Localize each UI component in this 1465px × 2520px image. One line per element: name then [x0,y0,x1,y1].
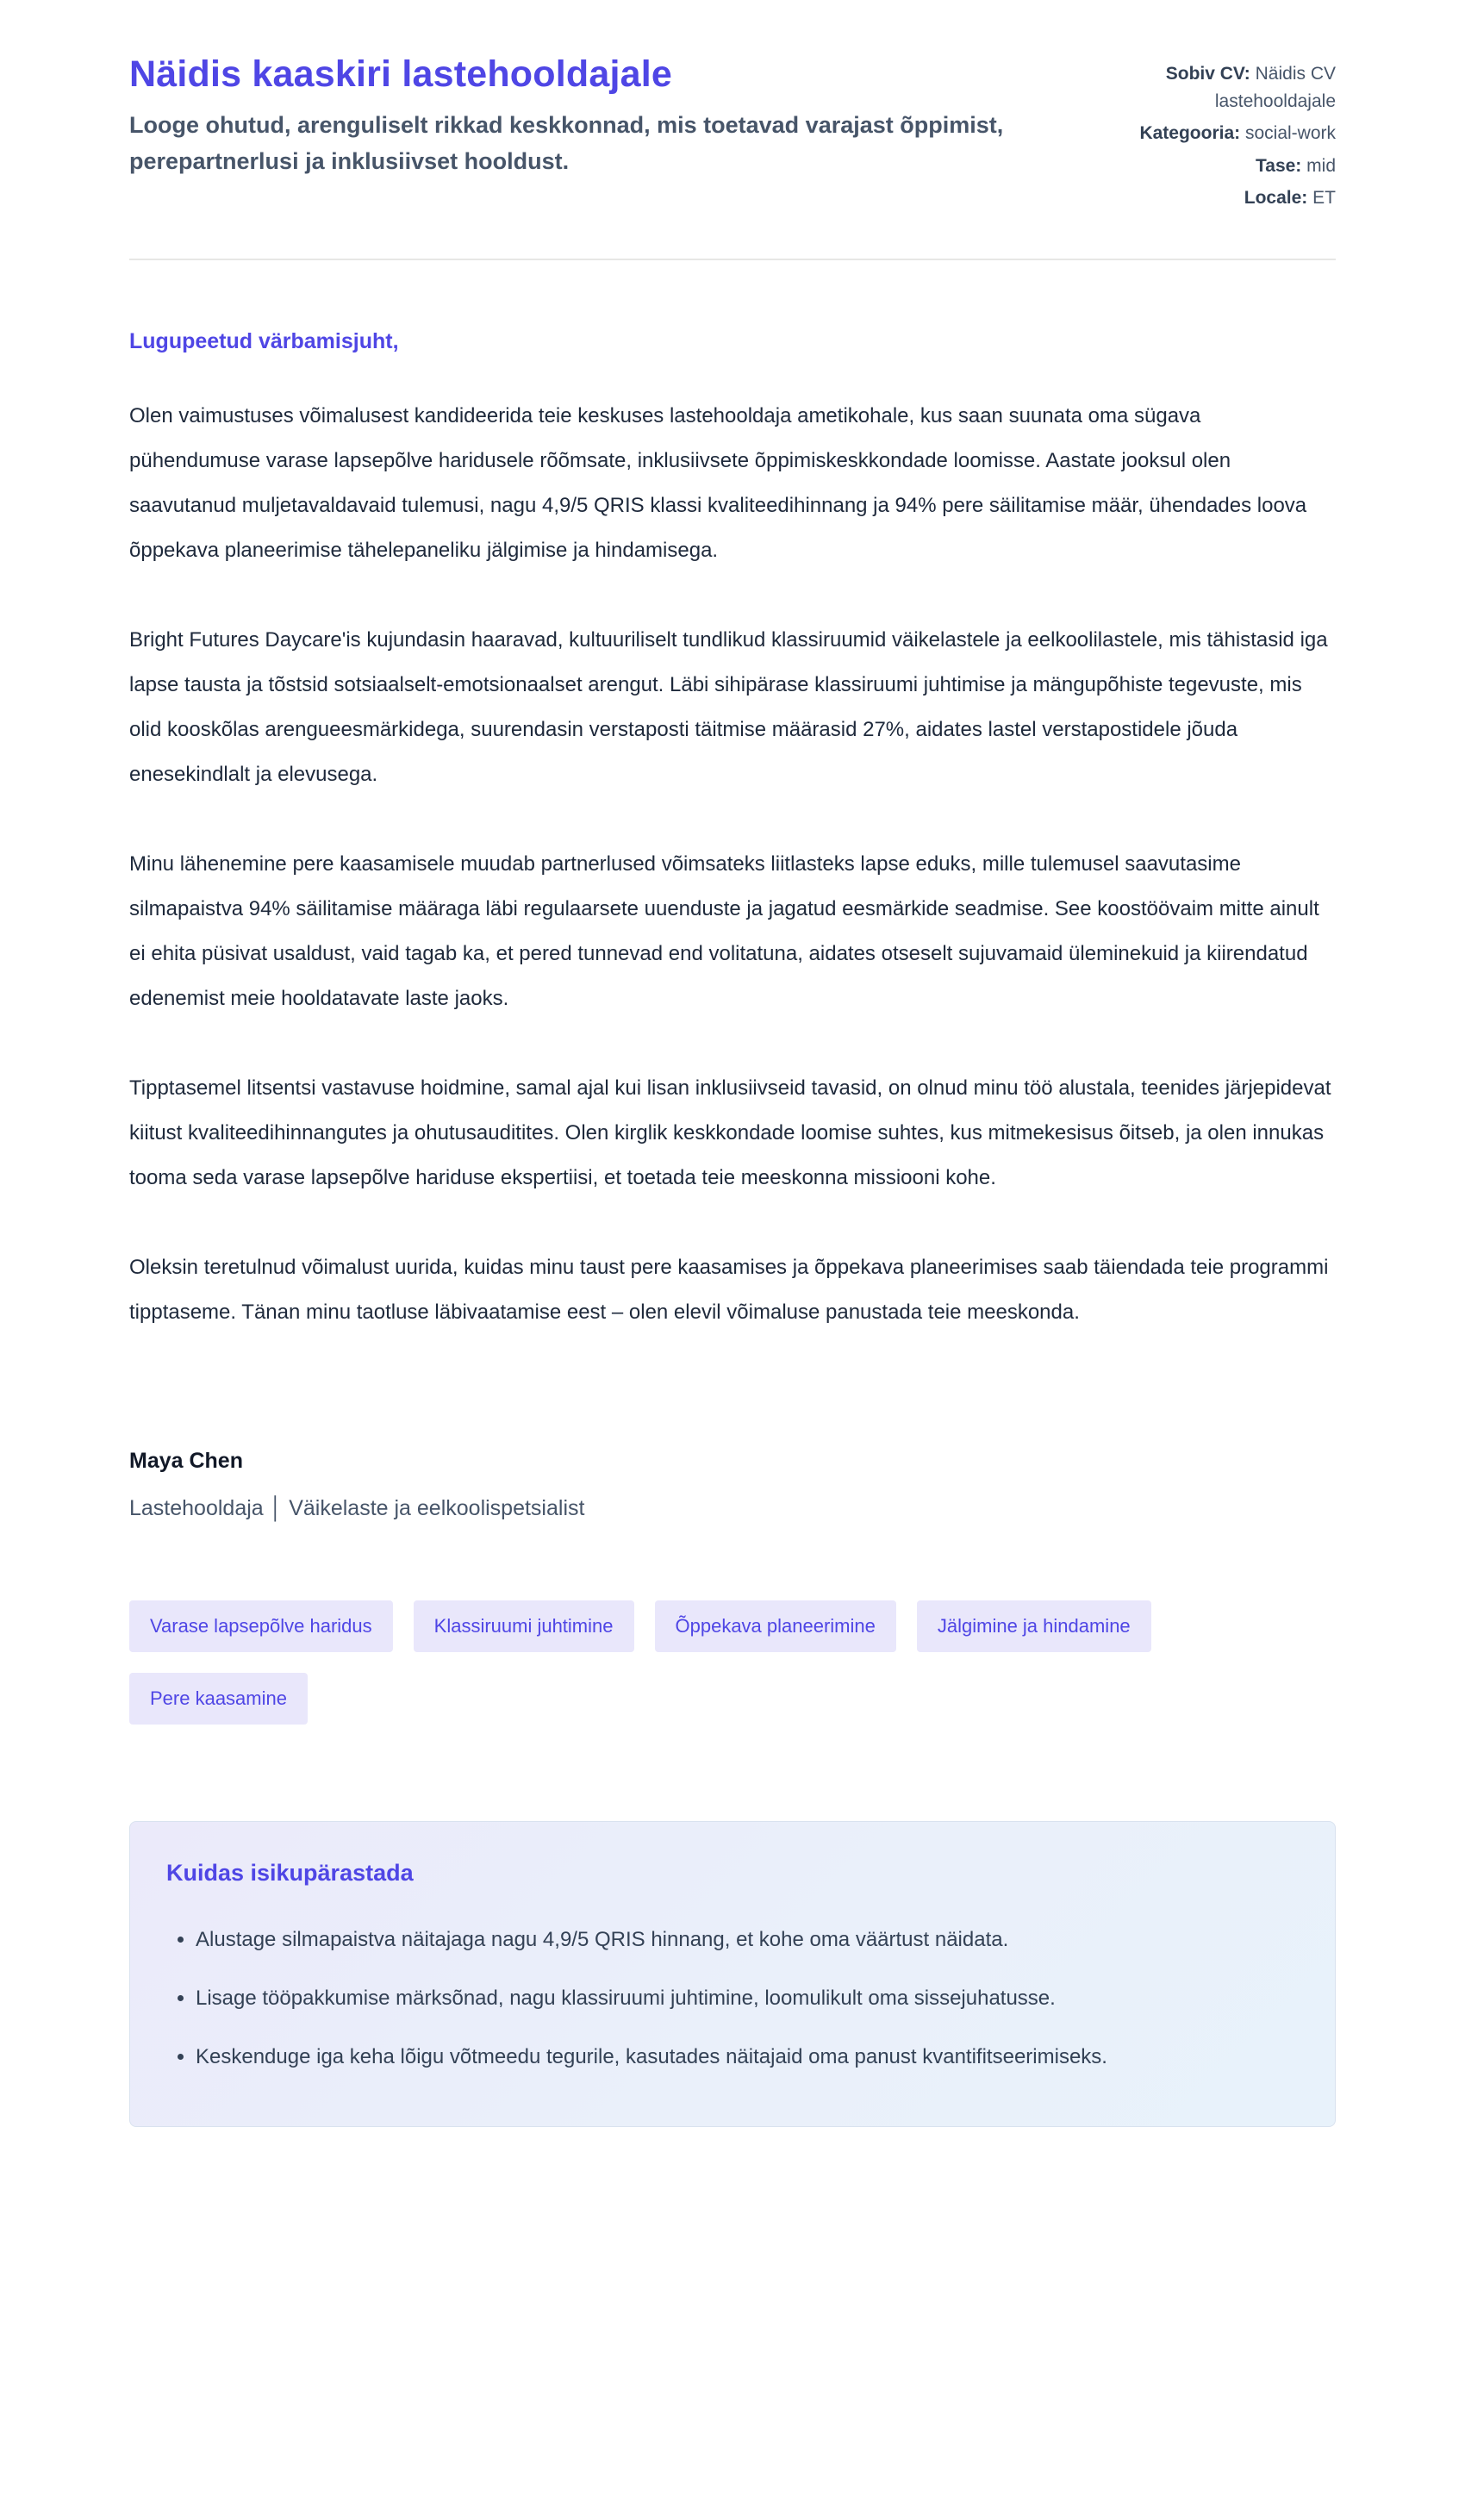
personalization-tips-box [129,1821,1336,2127]
tips-list [166,1919,1299,2078]
letter-greeting: Lugupeetud värbamisjuht, [129,328,399,353]
page-subtitle: Looge ohutud, arenguliselt rikkad keskkonnad, mis toetavad varajast õppimist, perepartnerlusi ja inklusiivset hooldust. [129,112,1004,175]
meta-label: Tase: [1256,155,1302,176]
skill-tags [129,1600,1336,1725]
meta-row-category [1056,120,1336,147]
signature-block [129,1449,1336,1521]
meta-value: Näidis CV lastehooldajale [1214,64,1336,111]
signature-role: Lastehooldaja │ Väikelaste ja eelkoolispetsialist [129,1495,585,1520]
letter-paragraph: Olen vaimustuses võimalusest kandideerida teie keskuses lastehooldaja ametikohale, kus saan suunata oma sügava pühendumuse varase lapsepõlve haridusele rõõmsate, inklusiivsete õppimiskeskkondade loomisse. Aastate jooksul olen saavutanud muljetavaldavaid tulemusi, nagu 4,9/5 QRIS klassi kvaliteedihinnang ja 94% pere säilitamise määr, ühendades loova õppekava planeerimise tähelepaneliku jälgimise ja hindamisega. [129,403,1307,562]
skill-tag: Varase lapsepõlve haridus [129,1600,393,1652]
page-title: Näidis kaaskiri lastehooldajale [129,53,672,95]
page-header [129,53,1336,217]
meta-label: Kategooria: [1139,123,1241,143]
letter-body [129,394,1336,1335]
skill-tag: Pere kaasamine [129,1673,308,1725]
letter-paragraph: Bright Futures Daycare'is kujundasin haaravad, kultuuriliselt tundlikud klassiruumid väikelastele ja eelkoolilastele, mis tähistasid iga lapse tausta ja tõstsid sotsiaalselt-emotsionaalset arengut. Läbi sihipärase klassiruumi juhtimise ja mängupõhiste tegevuste, mis olid kooskõlas arengueesmärkidega, suurendasin verstaposti täitmise määrasid 27%, aidates lastel verstapostidele jõuda enesekindlalt ja elevusega. [129,627,1328,786]
letter-paragraph: Oleksin teretulnud võimalust uurida, kuidas minu taust pere kaasamises ja õppekava planeerimises saab täiendada teie programmi tipptaseme. Tänan minu taotluse läbivaatamise eest – olen elevil võimaluse panustada teie meeskonda. [129,1255,1329,1324]
meta-row-locale [1056,184,1336,212]
meta-row-level [1056,153,1336,180]
header-title-block [129,53,1056,180]
signature-name: Maya Chen [129,1448,243,1473]
letter-paragraph: Minu lähenemine pere kaasamisele muudab partnerlused võimsateks liitlasteks lapse eduks, mille tulemusel saavutasime silmapaistva 94% säilitamise määraga läbi regulaarsete uuenduste ja jagatud eesmärkide seadmise. See koostöövaim mitte ainult ei ehita püsivat usaldust, vaid tagab ka, et pered tunnevad end volitatuna, aidates otseselt sujuvamaid üleminekuid ja kiirendatud edenemist meie hooldatavate laste jaoks. [129,851,1319,1010]
meta-row-matching-cv [1056,60,1336,115]
skill-tag: Õppekava planeerimine [655,1600,896,1652]
tip-item: • Alustage silmapaistva näitajaga nagu 4,9/5 QRIS hinnang, et kohe oma väärtust näidata. [196,1919,1299,1961]
tip-item: • Keskenduge iga keha lõigu võtmeedu tegurile, kasutades näitajaid oma panust kvantifitseerimiseks. [196,2037,1299,2078]
tips-heading: Kuidas isikupärastada [166,1859,414,1886]
skill-tag: Klassiruumi juhtimine [414,1600,634,1652]
meta-label: Locale: [1244,188,1308,208]
header-divider [129,259,1336,260]
tip-item: • Lisage tööpakkumise märksõnad, nagu klassiruumi juhtimine, loomulikult oma sissejuhatusse. [196,1978,1299,2019]
meta-label: Sobiv CV: [1165,64,1250,84]
meta-block [1056,53,1336,217]
letter-paragraph: Tipptasemel litsentsi vastavuse hoidmine, samal ajal kui lisan inklusiivseid tavasid, on olnud minu töö alustala, teenides järjepidevat kiitust kvaliteedihinnangutes ja ohutusauditites. Olen kirglik keskkondade loomise suhtes, kus mitmekesisus õitseb, ja olen innukas tooma seda varase lapsepõlve hariduse ekspertiisi, et toetada teie meeskonna missiooni kohe. [129,1076,1331,1189]
skill-tag: Jälgimine ja hindamine [917,1600,1151,1652]
meta-value: mid [1306,155,1336,176]
meta-value: social-work [1244,123,1336,143]
meta-value: ET [1312,188,1336,208]
